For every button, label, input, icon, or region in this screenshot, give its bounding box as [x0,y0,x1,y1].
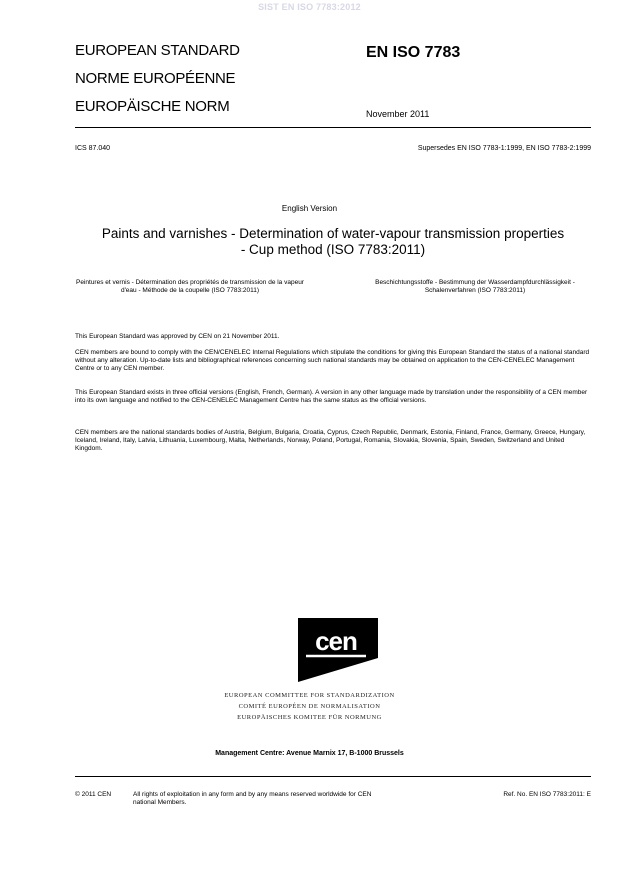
management-centre-address: Management Centre: Avenue Marnix 17, B-1000 Brussels [215,750,404,757]
watermark: SIST EN ISO 7783:2012 [258,2,361,12]
cen-logo [298,618,378,682]
org-name-fr: COMITÉ EUROPÉEN DE NORMALISATION [238,703,381,710]
copyright: © 2011 CEN [75,791,112,798]
language-version: English Version [281,204,338,213]
standard-name-fr: NORME EUROPÉENNE [75,70,236,87]
cen-logo-text: cen [315,626,357,656]
approval-paragraph: This European Standard was approved by CEN on 21 November 2011. [75,333,280,340]
standard-number: EN ISO 7783 [366,44,461,61]
rights-statement: All rights of exploitation in any form and by any means reserved worldwide for CEN national Members. [133,791,372,806]
standard-name-de: EUROPÄISCHE NORM [75,98,230,115]
document-title: Paints and varnishes - Determination of water-vapour transmission properties - Cup method (ISO 7783:2011) [101,226,565,257]
org-name-en: EUROPEAN COMMITTEE FOR STANDARDIZATION [224,692,395,699]
publication-date: November 2011 [366,109,430,119]
ics-code: ICS 87.040 [75,145,111,152]
members-paragraph: CEN members are the national standards bodies of Austria, Belgium, Bulgaria, Croatia, Cyprus, Czech Republic, Denmark, Estonia, Finland, France, Germany, Greece, Hungary, Iceland, Ireland, Italy, Latvia, Lithuania, Luxembourg, Malta, Netherlands, Norway, Poland, Portugal, Romania, Slovakia, Slovenia, Spain, Sweden, Switzerland and United Kingdom. [75,429,586,452]
compliance-paragraph: CEN members are bound to comply with the CEN/CENELEC Internal Regulations which stipulate the conditions for giving this European Standard the status of a national standard without any alteration. Up-to-date lists and bibliographical references concerning such national standards may be obtained on application to the CEN-CENELEC Management Centre or to any CEN member. [75,349,590,372]
org-name-de: EUROPÄISCHES KOMITEE FÜR NORMUNG [237,714,382,721]
standard-name-en: EUROPEAN STANDARD [75,42,240,59]
supersedes-note: Supersedes EN ISO 7783-1:1999, EN ISO 7783-2:1999 [417,145,591,152]
footer-rule [75,776,591,777]
reference-number: Ref. No. EN ISO 7783:2011: E [503,791,591,798]
title-french: Peintures et vernis - Détermination des propriétés de transmission de la vapeur d'eau - Méthode de la coupelle (ISO 7783:2011) [76,279,304,294]
header-rule [75,127,591,128]
title-german: Beschichtungsstoffe - Bestimmung der Wasserdampfdurchlässigkeit - Schalenverfahren (ISO 7783:2011) [375,279,575,294]
versions-paragraph: This European Standard exists in three official versions (English, French, German). A version in any other language made by translation under the responsibility of a CEN member into its own language and notified to the CEN-CENELEC Management Centre has the same status as the official versions. [75,389,588,404]
